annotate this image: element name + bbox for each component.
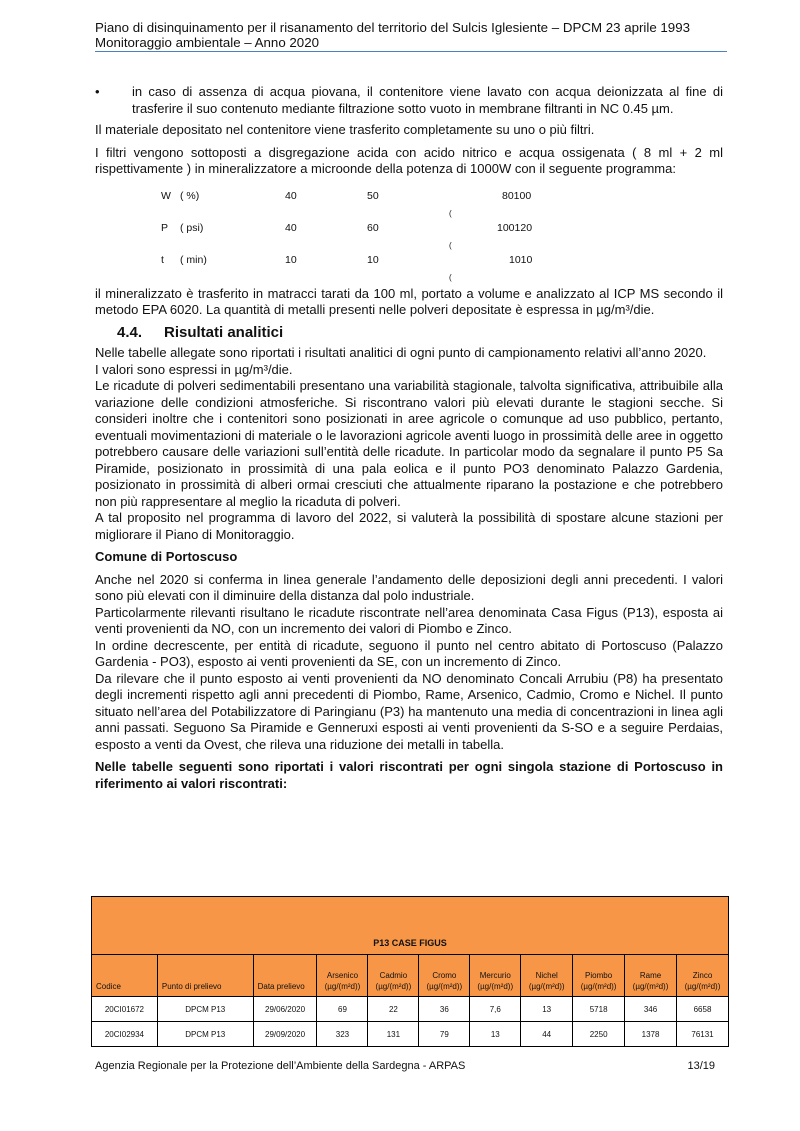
results-line: Le ricadute di polveri sedimentabili presentano una variabilità stagionale, talvolta significativa, attribuibile alla variazione delle condizioni atmosferiche. Si riscontrano valori più elevati durante le stagioni secche. Si consideri inoltre che i contenitori sono posizionati in aree agricole o comunque ad uso pubblico, pertanto, eventuali movimentazioni di materiale o le lavorazioni agricole aventi luogo in prossimità delle aree in oggetto potrebbero causare delle variazioni sull’entità delle ricadute. In particolar modo da segnalare il punto P5 Sa Piramide, posizionato in prossimità di una pala eolica e il punto PO3 denominato Palazzo Gardenia, posizionato in prossimità di alberi ormai cresciuti che attualmente riparano la postazione e che potrebbero non più rappresentare al meglio la ricaduta di polveri. xyxy=(95,378,723,509)
header-cell xyxy=(253,955,317,997)
program-unit: ( %) xyxy=(180,189,200,202)
comune-title: Comune di Portoscuso xyxy=(95,549,238,564)
header-unit: (µg/(m²d)) xyxy=(426,982,463,991)
header-name: Punto di prelievo xyxy=(161,982,222,991)
header-unit: (µg/(m²d)) xyxy=(684,982,721,991)
paragraph-digestion: I filtri vengono sottoposti a disgregazione acida con acido nitrico e acqua ossigenata ( 8 ml + 2 ml rispettivamente ) in mineralizzatore a microonde della potenza di 1000W con il seguente programma: xyxy=(95,144,723,176)
cell-cadmio: 22 xyxy=(368,997,419,1022)
page-header xyxy=(95,20,727,52)
header-cell xyxy=(625,955,677,997)
paragraph-mineralized: il mineralizzato è trasferito in matracci tarati da 100 ml, portato a volume e analizzato al ICP MS secondo il metodo EPA 6020. La quantità di metalli presenti nelle polveri depositate è espressa in µg/m³/die. xyxy=(95,285,723,317)
header-cell xyxy=(573,955,625,997)
page-footer xyxy=(95,1060,715,1072)
program-value: 80100 xyxy=(502,189,532,202)
program-value: 1010 xyxy=(509,253,533,266)
header-name: Arsenico xyxy=(326,971,359,980)
section-title: Risultati analitici xyxy=(164,323,284,341)
cell-rame: 346 xyxy=(625,997,677,1022)
cell-data: 29/09/2020 xyxy=(253,1022,317,1047)
program-label: t xyxy=(161,253,164,266)
program-unit: ( psi) xyxy=(180,221,204,234)
results-table-wrapper xyxy=(91,896,729,1047)
cell-data: 29/06/2020 xyxy=(253,997,317,1022)
program-unit: ( min) xyxy=(180,253,207,266)
comune-line: In ordine decrescente, per entità di ricadute, seguono il punto nel centro abitato di Portoscuso (Palazzo Gardenia - PO3), esposto ai venti provenienti da SE, con un incremento di Zinco. xyxy=(95,637,723,669)
cell-punto: DPCM P13 xyxy=(157,997,253,1022)
program-value: 10 xyxy=(285,253,297,266)
cell-mercurio: 13 xyxy=(470,1022,521,1047)
program-value: 100120 xyxy=(497,221,533,234)
bullet-text: in caso di assenza di acqua piovana, il contenitore viene lavato con acqua deionizzata al fine di trasferire il suo contenuto mediante filtrazione sotto vuoto in membrane filtranti in NC 0.45 µm. xyxy=(132,84,723,116)
header-name: Rame xyxy=(639,971,662,980)
cell-arsenico: 69 xyxy=(317,997,368,1022)
cell-punto: DPCM P13 xyxy=(157,1022,253,1047)
document-body xyxy=(95,84,723,798)
results-line: I valori sono espressi in µg/m³/die. xyxy=(95,361,293,377)
header-cell xyxy=(521,955,573,997)
header-name: Nichel xyxy=(535,971,558,980)
header-name: Mercurio xyxy=(479,971,511,980)
cell-nichel: 13 xyxy=(521,997,573,1022)
cell-cromo: 79 xyxy=(419,1022,470,1047)
footer-org: Agenzia Regionale per la Protezione dell’Ambiente della Sardegna - ARPAS xyxy=(95,1060,466,1072)
header-cell xyxy=(368,955,419,997)
comune-line: Anche nel 2020 si conferma in linea generale l’andamento delle deposizioni degli anni precedenti. I valori sono più elevati con il diminuire della distanza dal polo industriale. xyxy=(95,571,723,603)
header-name: Cadmio xyxy=(379,971,408,980)
program-label: W xyxy=(161,189,171,202)
section-heading xyxy=(117,325,723,342)
header-unit: (µg/(m²d)) xyxy=(528,982,565,991)
comune-line: Da rilevare che il punto esposto ai venti provenienti da NO denominato Concali Arrubiu (P8) ha presentato degli incrementi rispetto agli anni precedenti di Piombo, Rame, Arsenico, Cadmio, Cromo e Nichel. Il punto situato nell’area del Potabilizzatore di Paringianu (P3) ha mantenuto una media di concentrazioni in linea agli anni passati. Seguono Sa Piramide e Genneruxi esposti ai venti provenienti da S-SO e a seguire Perdaias, esposto a venti da Ovest, che rileva una riduzione dei metalli in tabella. xyxy=(95,670,723,752)
header-unit: (µg/(m²d)) xyxy=(375,982,412,991)
table-row xyxy=(92,1022,729,1047)
table-title: P13 CASE FIGUS xyxy=(92,897,729,955)
table-title-row xyxy=(92,897,729,955)
header-cell xyxy=(419,955,470,997)
program-label: P xyxy=(161,221,169,234)
header-unit: (µg/(m²d)) xyxy=(632,982,669,991)
program-paren: ( xyxy=(449,240,452,250)
header-line-1: Piano di disinquinamento per il risanamento del territorio del Sulcis Iglesiente – DPCM 23 aprile 1993 xyxy=(95,20,690,35)
program-value: 40 xyxy=(285,189,297,202)
header-name: Cromo xyxy=(432,971,457,980)
header-unit: (µg/(m²d)) xyxy=(477,982,514,991)
cell-rame: 1378 xyxy=(625,1022,677,1047)
header-name: Zinco xyxy=(692,971,713,980)
header-cell xyxy=(317,955,368,997)
program-value: 60 xyxy=(367,221,379,234)
cell-piombo: 2250 xyxy=(573,1022,625,1047)
table-row xyxy=(92,997,729,1022)
cell-arsenico: 323 xyxy=(317,1022,368,1047)
header-cell xyxy=(92,955,158,997)
page-number: 13/19 xyxy=(687,1060,715,1072)
header-cell xyxy=(157,955,253,997)
comune-line: Particolarmente rilevanti risultano le ricadute riscontrate nell’area denominata Casa Figus (P13), esposta ai venti provenienti da NO, con un incremento dei valori di Piombo e Zinco. xyxy=(95,604,723,636)
cell-zinco: 6658 xyxy=(677,997,729,1022)
program-value: 10 xyxy=(367,253,379,266)
program-paren: ( xyxy=(449,208,452,218)
results-table xyxy=(91,896,729,1047)
header-unit: (µg/(m²d)) xyxy=(324,982,361,991)
cell-zinco: 76131 xyxy=(677,1022,729,1047)
cell-codice: 20CI01672 xyxy=(92,997,158,1022)
program-value: 50 xyxy=(367,189,379,202)
table-intro: Nelle tabelle seguenti sono riportati i valori riscontrati per ogni singola stazione di Portoscuso in riferimento ai valori riscontrati: xyxy=(95,759,723,791)
cell-piombo: 5718 xyxy=(573,997,625,1022)
table-header-row xyxy=(92,955,729,997)
header-cell xyxy=(470,955,521,997)
bullet-marker: • xyxy=(95,84,100,99)
section-number: 4.4. xyxy=(117,323,143,341)
header-cell xyxy=(677,955,729,997)
cell-cromo: 36 xyxy=(419,997,470,1022)
results-text xyxy=(95,345,723,543)
results-line: A tal proposito nel programma di lavoro del 2022, si valuterà la possibilità di spostare alcune stazioni per migliorare il Piano di Monitoraggio. xyxy=(95,510,723,542)
cell-cadmio: 131 xyxy=(368,1022,419,1047)
cell-codice: 20CI02934 xyxy=(92,1022,158,1047)
header-name: Piombo xyxy=(585,971,613,980)
header-line-2: Monitoraggio ambientale – Anno 2020 xyxy=(95,35,319,50)
program-value: 40 xyxy=(285,221,297,234)
paragraph-filters: Il materiale depositato nel contenitore viene trasferito completamente su uno o più filtri. xyxy=(95,122,595,137)
bullet-item xyxy=(95,84,723,117)
program-paren: ( xyxy=(449,272,452,282)
microwave-program xyxy=(95,184,723,282)
cell-nichel: 44 xyxy=(521,1022,573,1047)
header-name: Codice xyxy=(96,982,121,991)
header-name: Data prelievo xyxy=(257,982,305,991)
results-line: Nelle tabelle allegate sono riportati i risultati analitici di ogni punto di campionamento relativi all’anno 2020. xyxy=(95,345,707,360)
cell-mercurio: 7,6 xyxy=(470,997,521,1022)
header-unit: (µg/(m²d)) xyxy=(580,982,617,991)
comune-text xyxy=(95,572,723,754)
